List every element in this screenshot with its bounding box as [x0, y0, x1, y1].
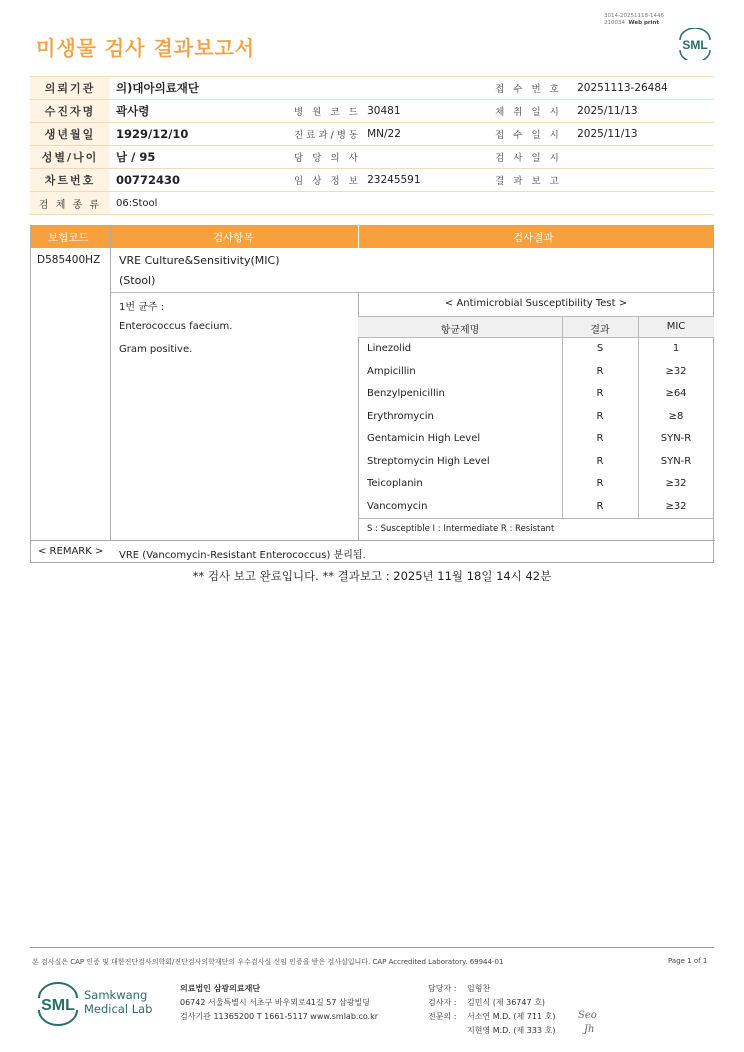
sml-logo-text: SML [682, 38, 708, 52]
col-test-item: 검사항목 [213, 232, 254, 244]
org-address: 06742 서울특별시 서초구 바우뫼로41길 57 삼광빌딩 [180, 998, 370, 1007]
test-name: VRE Culture&Sensitivity(MIC) [119, 254, 280, 267]
col-test-result: 검사결과 [513, 232, 554, 244]
staff-name: 김민식 (제 36747 호) [467, 998, 545, 1007]
print-code [604, 13, 664, 27]
info-row [30, 169, 714, 192]
ast-cell-result: R [596, 388, 604, 399]
info-label: 차트번호 [30, 169, 110, 192]
info-label: 진료과/병동 [280, 123, 361, 146]
ast-cell-result: R [596, 455, 604, 467]
org-contact: 검사기관 11365200 T 1661-5117 www.smlab.co.kr [180, 1012, 379, 1021]
staff-name: 지현영 M.D. (제 333 호) [467, 1026, 556, 1035]
staff-row [428, 1010, 555, 1024]
info-row [30, 100, 714, 123]
logo-name-line1: Samkwang [84, 988, 148, 1002]
ast-cell-mic: 1 [672, 343, 680, 354]
info-value [571, 169, 714, 192]
ast-cell-mic: SYN-R [660, 455, 692, 467]
ast-cell-mic: ≥32 [665, 365, 687, 377]
organism-name: Enterococcus faecium. [119, 321, 233, 332]
ast-cell-result: R [596, 478, 604, 489]
ast-col-result: 결과 [590, 325, 610, 336]
info-label: 병 원 코 드 [280, 100, 361, 123]
ast-cell-mic: ≥64 [665, 388, 687, 399]
ast-cell-drug: Erythromycin [367, 410, 434, 422]
info-label: 수진자명 [30, 100, 110, 123]
insurance-code: D585400HZ [37, 254, 101, 266]
info-row [30, 146, 714, 169]
col-insurance-code: 보험코드 [48, 232, 89, 244]
accreditation-note: 본 검사실은 CAP 인증 및 대한진단검사의학회/진단검사의학재단의 우수검사실 신임 인증을 받은 검사실입니다. CAP Accredited Laboratory. 69944-01 [32, 958, 504, 966]
info-value: 20251113-26484 [571, 77, 714, 100]
signature-1: Seo [578, 1010, 597, 1021]
ast-cell-result: R [596, 410, 604, 422]
ast-cell-drug: Teicoplanin [367, 478, 423, 489]
print-code-line2: 210034 Web print [604, 20, 660, 26]
staff-role: 전문의 : [428, 1012, 457, 1021]
info-row [30, 192, 714, 215]
ast-cell-result: S [596, 343, 604, 354]
info-row [30, 123, 714, 146]
info-label: 임 상 정 보 [280, 169, 361, 192]
staff-row [428, 982, 555, 996]
info-value: 30481 [361, 100, 481, 123]
remark-text: VRE (Vancomycin-Resistant Enterococcus) 분리됨. [119, 550, 366, 561]
gram-stain: Gram positive. [119, 344, 193, 355]
logo-name-line2: Medical Lab [84, 1002, 153, 1016]
info-value: 2025/11/13 [571, 123, 714, 146]
sml-footer-logo-icon [36, 982, 80, 1026]
info-value: 남 / 95 [110, 146, 280, 169]
ast-cell-result: R [596, 365, 604, 377]
info-value [361, 192, 481, 215]
info-label [280, 192, 361, 215]
organism-label: 1번 균주 : [119, 302, 165, 313]
ast-cell-drug: Vancomycin [367, 500, 428, 512]
staff-row [428, 1024, 555, 1038]
ast-cell-drug: Streptomycin High Level [367, 455, 490, 467]
info-label: 생년월일 [30, 123, 110, 146]
staff-role: 담당자 : [428, 984, 457, 993]
info-value: MN/22 [361, 123, 481, 146]
specimen-label: (Stool) [119, 274, 156, 287]
info-value: 06:Stool [110, 192, 280, 215]
ast-cell-drug: Gentamicin High Level [367, 433, 481, 444]
sml-logo [676, 28, 714, 60]
info-label: 검 체 종 류 [30, 192, 110, 215]
info-value [361, 77, 481, 100]
info-label [280, 77, 361, 100]
info-value: 의)대아의료재단 [110, 77, 280, 100]
sml-footer-logo-text: SML [41, 997, 75, 1014]
info-label: 담 당 의 사 [280, 146, 361, 169]
info-label: 채 취 일 시 [481, 100, 571, 123]
info-label: 결 과 보 고 [481, 169, 571, 192]
ast-legend: S : Susceptible I : Intermediate R : Resistant [367, 524, 555, 534]
info-label: 접 수 일 시 [481, 123, 571, 146]
staff-row [428, 996, 555, 1010]
staff-list [428, 982, 555, 1038]
footer-divider [30, 947, 714, 948]
signature-2: Jh [584, 1024, 595, 1035]
ast-cell-drug: Ampicillin [367, 365, 416, 377]
info-label [481, 192, 571, 215]
print-code-line1: 3014-20251118-1446 [604, 13, 664, 19]
patient-info-table [30, 76, 714, 215]
info-row [30, 77, 714, 100]
org-name: 의료법인 삼광의료재단 [180, 984, 261, 993]
info-label: 의뢰기관 [30, 77, 110, 100]
info-value: 23245591 [361, 169, 481, 192]
staff-name: 임형찬 [467, 984, 491, 993]
info-value [361, 146, 481, 169]
ast-cell-mic: ≥32 [665, 478, 687, 489]
report-title: 미생물 검사 결과보고서 [36, 36, 256, 60]
info-value: 2025/11/13 [571, 100, 714, 123]
org-info [180, 982, 378, 1024]
ast-col-drug: 항균제명 [440, 325, 480, 336]
ast-cell-mic: SYN-R [660, 433, 692, 444]
info-label: 성별/나이 [30, 146, 110, 169]
info-value: 00772430 [110, 169, 280, 192]
info-value [571, 192, 714, 215]
ast-cell-drug: Linezolid [367, 343, 412, 354]
ast-cell-result: R [596, 500, 604, 512]
ast-cell-mic: ≥8 [668, 410, 684, 422]
info-value: 1929/12/10 [110, 123, 280, 146]
staff-name: 서소연 M.D. (제 711 호) [467, 1012, 556, 1021]
ast-col-mic: MIC [666, 321, 686, 332]
ast-cell-drug: Benzylpenicillin [367, 388, 445, 399]
completion-line: ** 검사 보고 완료입니다. ** 결과보고 : 2025년 11월 18일 14시 42분 [192, 569, 552, 583]
info-label: 접 수 번 호 [481, 77, 571, 100]
page-number: Page 1 of 1 [668, 957, 708, 965]
info-value: 곽사령 [110, 100, 280, 123]
ast-cell-result: R [596, 433, 604, 444]
remark-label: < REMARK > [38, 546, 104, 557]
ast-title: < Antimicrobial Susceptibility Test > [444, 298, 628, 309]
staff-role: 검사자 : [428, 998, 457, 1007]
info-value [571, 146, 714, 169]
info-label: 검 사 일 시 [481, 146, 571, 169]
ast-cell-mic: ≥32 [665, 500, 687, 512]
